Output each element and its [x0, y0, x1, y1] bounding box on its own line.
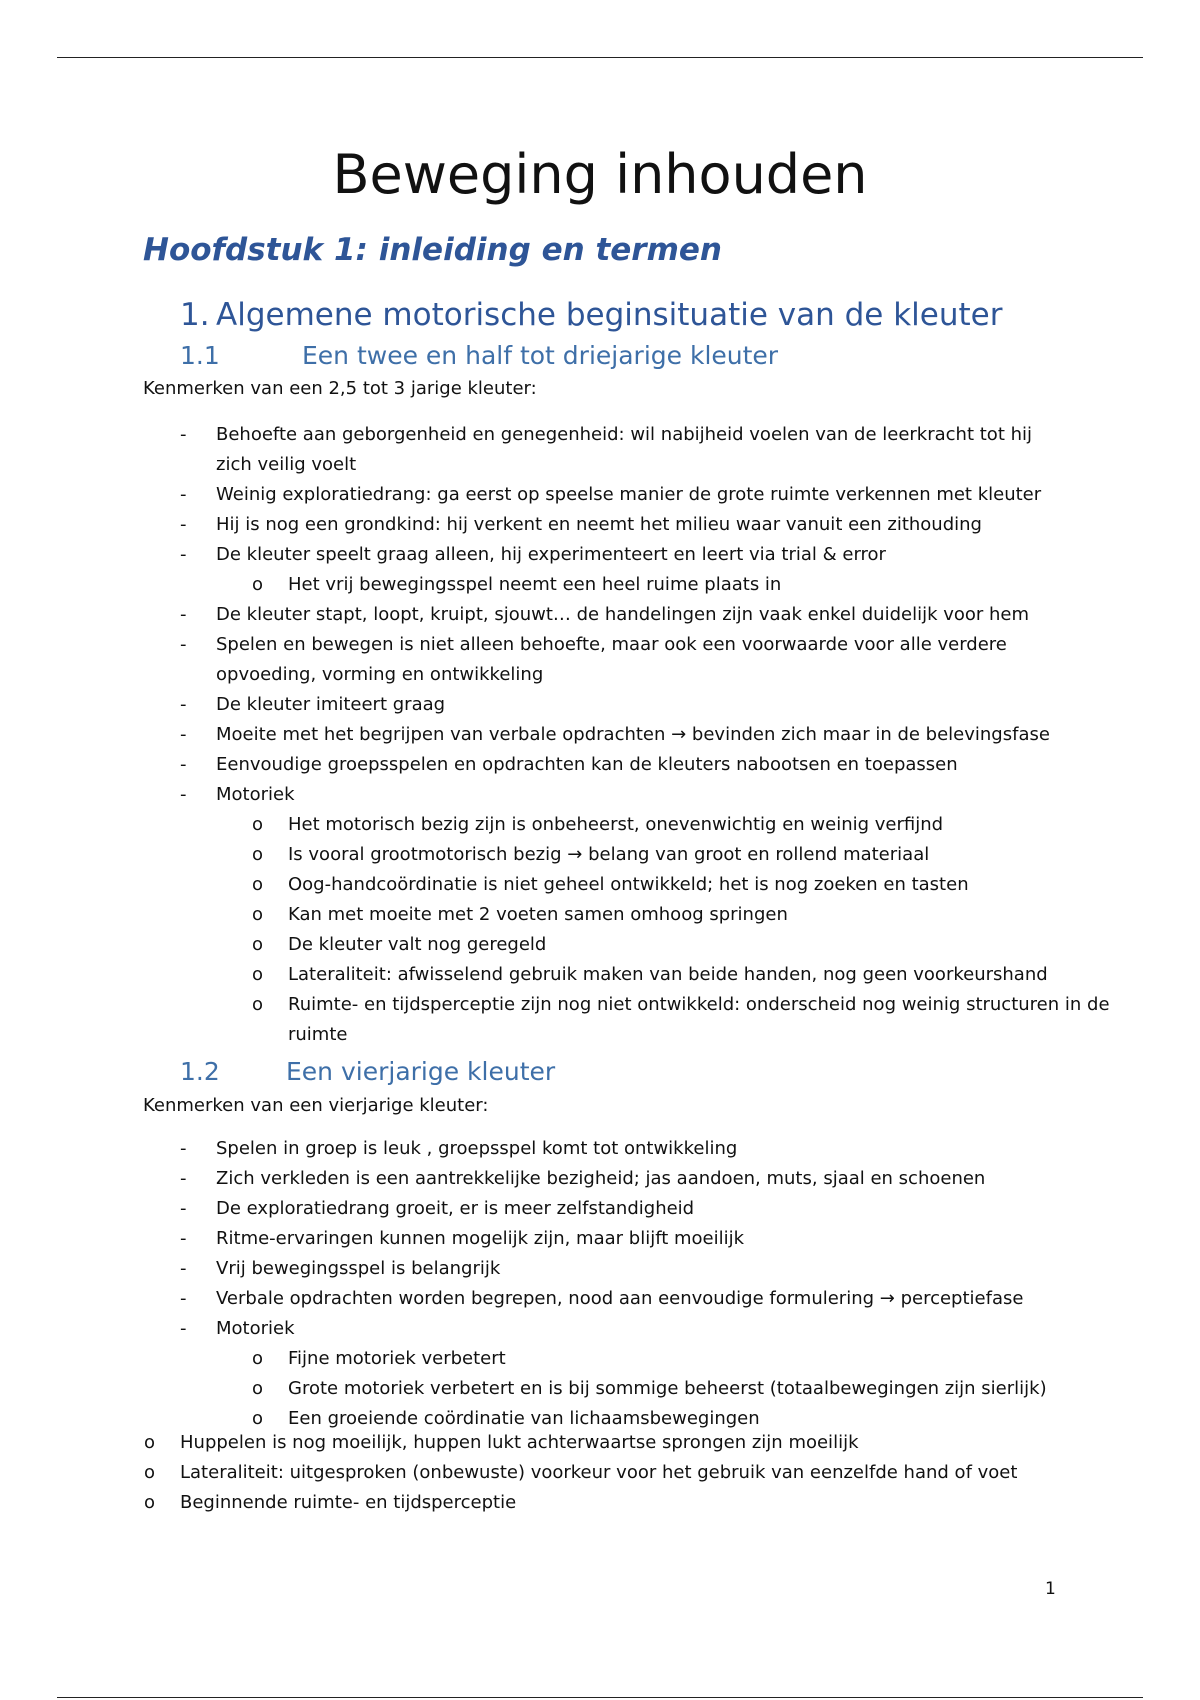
intro-text: Kenmerken van een vierjarige kleuter: — [143, 1095, 489, 1116]
dash-bullet: - — [180, 1138, 187, 1159]
dash-bullet: - — [180, 1318, 187, 1339]
sub-list-item — [0, 1374, 1200, 1404]
list-item — [0, 480, 1200, 510]
list-item-text: Ruimte- en tijdsperceptie zijn nog niet ontwikkeld: onderscheid nog weinig structuren in de ruimte — [288, 994, 1110, 1045]
intro-text: Kenmerken van een 2,5 tot 3 jarige kleuter: — [143, 378, 537, 399]
sub-list-item — [0, 1344, 1200, 1374]
list-item-text: Weinig exploratiedrang: ga eerst op speelse manier de grote ruimte verkennen met kleuter — [216, 484, 1042, 505]
dash-bullet: - — [180, 754, 187, 775]
dash-bullet: - — [180, 784, 187, 805]
list-item — [0, 1314, 1200, 1344]
circle-bullet: o — [252, 814, 264, 835]
list-item-text: Spelen in groep is leuk , groepsspel komt tot ontwikkeling — [216, 1138, 738, 1159]
list-item-text: Behoefte aan geborgenheid en genegenheid: wil nabijheid voelen van de leerkracht tot hij zich veilig voelt — [216, 424, 1033, 475]
list-item-text: Zich verkleden is een aantrekkelijke bezigheid; jas aandoen, muts, sjaal en schoenen — [216, 1168, 986, 1189]
list-item-text: Ritme-ervaringen kunnen mogelijk zijn, maar blijft moeilijk — [216, 1228, 745, 1249]
list-item — [0, 780, 1200, 810]
circle-bullet: o — [252, 994, 264, 1015]
list-item — [0, 600, 1200, 630]
circle-bullet: o — [252, 1378, 264, 1399]
dash-bullet: - — [180, 1288, 187, 1309]
dash-bullet: - — [180, 514, 187, 535]
footer-rule — [57, 1697, 1143, 1698]
circle-bullet: o — [252, 874, 264, 895]
chapter-heading: Hoofdstuk 1: inleiding en termen — [143, 232, 722, 268]
list-item-text: Het motorisch bezig zijn is onbeheerst, onevenwichtig en weinig verfijnd — [288, 814, 944, 835]
list-item — [0, 510, 1200, 540]
subsection-number: 1.2 — [180, 1057, 220, 1086]
dash-bullet: - — [180, 634, 187, 655]
list-item-text: Kan met moeite met 2 voeten samen omhoog springen — [288, 904, 788, 925]
list-item-text: Oog-handcoördinatie is niet geheel ontwikkeld; het is nog zoeken en tasten — [288, 874, 969, 895]
sub-list-item — [0, 840, 1200, 870]
subsection-title: Een twee en half tot driejarige kleuter — [302, 341, 779, 370]
circle-bullet: o — [252, 844, 264, 865]
list-item-text: De kleuter imiteert graag — [216, 694, 446, 715]
circle-bullet: o — [252, 934, 264, 955]
list-item-text: Motoriek — [216, 784, 295, 805]
list-item — [0, 750, 1200, 780]
list-item — [0, 540, 1200, 570]
list-item — [0, 1164, 1200, 1194]
dash-bullet: - — [180, 604, 187, 625]
circle-bullet: o — [252, 964, 264, 985]
list-item-text: Vrij bewegingsspel is belangrijk — [216, 1258, 501, 1279]
list-item-text: Lateraliteit: uitgesproken (onbewuste) voorkeur voor het gebruik van eenzelfde hand of voet — [180, 1462, 1018, 1483]
list-item — [0, 1194, 1200, 1224]
dash-bullet: - — [180, 424, 187, 445]
circle-bullet: o — [252, 574, 264, 595]
subsection-number: 1.1 — [180, 341, 220, 370]
circle-bullet: o — [144, 1432, 156, 1453]
sub-list-item — [0, 930, 1200, 960]
dash-bullet: - — [180, 484, 187, 505]
circle-bullet: o — [252, 904, 264, 925]
dash-bullet: - — [180, 1168, 187, 1189]
list-item — [0, 1428, 1200, 1458]
dash-bullet: - — [180, 1258, 187, 1279]
list-item-text: De kleuter stapt, loopt, kruipt, sjouwt… de handelingen zijn vaak enkel duidelijk voor hem — [216, 604, 1030, 625]
list-item-text: De exploratiedrang groeit, er is meer zelfstandigheid — [216, 1198, 695, 1219]
list-item-text: Spelen en bewegen is niet alleen behoefte, maar ook een voorwaarde voor alle verdere opvoeding, vorming en ontwikkeling — [216, 634, 1007, 685]
document-title: Beweging inhouden — [332, 143, 868, 206]
list-item-text: Grote motoriek verbetert en is bij sommige beheerst (totaalbewegingen zijn sierlijk) — [288, 1378, 1047, 1399]
list-item-text: Hij is nog een grondkind: hij verkent en neemt het milieu waar vanuit een zithouding — [216, 514, 982, 535]
list-item-text: Huppelen is nog moeilijk, huppen lukt achterwaartse sprongen zijn moeilijk — [180, 1432, 859, 1453]
section-title: Algemene motorische beginsituatie van de kleuter — [216, 297, 1003, 333]
list-item-text: Moeite met het begrijpen van verbale opdrachten → bevinden zich maar in de belevingsfase — [216, 724, 1050, 745]
sub-list-item — [0, 990, 1118, 1050]
list-item-text: Verbale opdrachten worden begrepen, nood aan eenvoudige formulering → perceptiefase — [216, 1288, 1024, 1309]
sub-list-item — [0, 570, 1200, 600]
list-item — [0, 1254, 1200, 1284]
dash-bullet: - — [180, 1228, 187, 1249]
page-number: 1 — [1045, 1579, 1056, 1599]
bullet-list-1-1 — [0, 420, 1200, 1050]
outdented-list — [0, 1428, 1200, 1518]
dash-bullet: - — [180, 544, 187, 565]
dash-bullet: - — [180, 694, 187, 715]
list-item-text: De kleuter speelt graag alleen, hij experimenteert en leert via trial & error — [216, 544, 886, 565]
list-item-text: Het vrij bewegingsspel neemt een heel ruime plaats in — [288, 574, 782, 595]
sub-list-item — [0, 810, 1200, 840]
list-item-text: Motoriek — [216, 1318, 295, 1339]
sub-list-item — [0, 870, 1200, 900]
list-item — [0, 630, 1046, 690]
list-item-text: Eenvoudige groepsspelen en opdrachten kan de kleuters nabootsen en toepassen — [216, 754, 958, 775]
list-item-text: Lateraliteit: afwisselend gebruik maken van beide handen, nog geen voorkeurshand — [288, 964, 1048, 985]
list-item-text: Een groeiende coördinatie van lichaamsbewegingen — [288, 1408, 760, 1429]
dash-bullet: - — [180, 724, 187, 745]
section-number: 1. — [180, 297, 210, 333]
subsection-heading-1-2 — [180, 1055, 555, 1089]
list-item-text: Fijne motoriek verbetert — [288, 1348, 506, 1369]
subsection-title: Een vierjarige kleuter — [286, 1057, 556, 1086]
list-item — [0, 1488, 1200, 1518]
list-item — [0, 1134, 1200, 1164]
circle-bullet: o — [144, 1492, 156, 1513]
subsection-heading-1-1 — [180, 339, 778, 373]
list-item — [0, 690, 1200, 720]
dash-bullet: - — [180, 1198, 187, 1219]
sub-list-item — [0, 900, 1200, 930]
circle-bullet: o — [252, 1408, 264, 1429]
list-item — [0, 420, 1046, 480]
list-item — [0, 720, 1200, 750]
header-rule — [57, 57, 1143, 58]
list-item-text: Beginnende ruimte- en tijdsperceptie — [180, 1492, 517, 1513]
list-item — [0, 1458, 1200, 1488]
section-heading — [180, 293, 1002, 337]
list-item — [0, 1224, 1200, 1254]
list-item — [0, 1284, 1200, 1314]
list-item-text: Is vooral grootmotorisch bezig → belang van groot en rollend materiaal — [288, 844, 930, 865]
bullet-list-1-2 — [0, 1134, 1200, 1434]
circle-bullet: o — [144, 1462, 156, 1483]
list-item-text: De kleuter valt nog geregeld — [288, 934, 547, 955]
circle-bullet: o — [252, 1348, 264, 1369]
sub-list-item — [0, 960, 1200, 990]
